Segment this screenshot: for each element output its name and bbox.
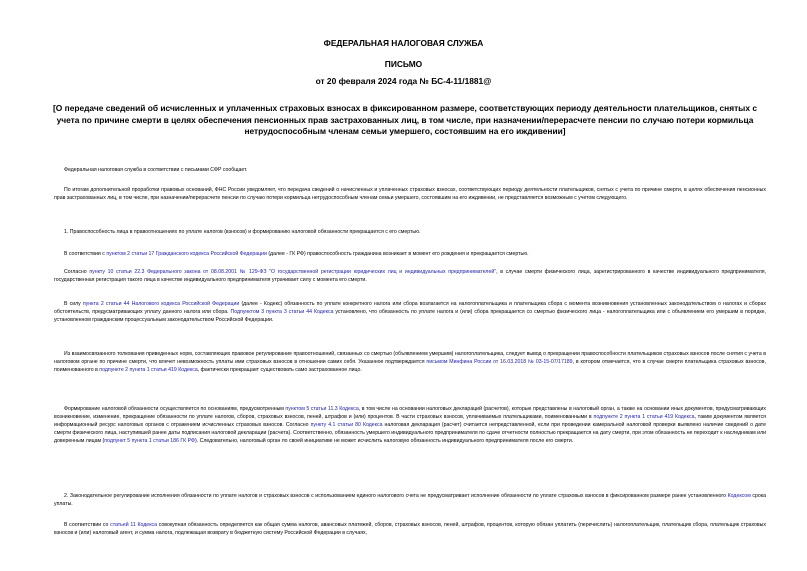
- paragraph-text: 1. Правоспособность лица в правоотношениях по уплате налогов (взносов) и формированию налоговой обязанности прекращается с его смертью.: [64, 229, 421, 235]
- text-run: В соответствии с: [64, 251, 107, 257]
- document-type: ПИСЬМО: [384, 59, 423, 69]
- text-run: , фактически прекращает существовать само застрахованное лицо.: [197, 367, 362, 373]
- paragraph-text: [54, 492, 766, 508]
- law-link[interactable]: подпункте 2 пункта 1 статьи 419 Кодекса: [99, 367, 198, 373]
- text-run: , в котором отмечается, что в случае смерти плательщика страховых взносов, поименованного в: [54, 359, 767, 373]
- paragraph-9: [54, 492, 766, 508]
- law-link[interactable]: пунктом 2 статьи 17 Гражданского кодекса Российской Федерации: [106, 251, 267, 257]
- text-run: В соответствии со: [64, 522, 111, 528]
- text-run: налоговая декларация (расчет) считается непредставленной, если при проведении камеральной налоговой проверки выявлено наличие сведений о дате смерти физического лица, наступившей ранее даты подписания налоговой декларации (расчета). Соответственно, обязанность умершего индивидуального предпринимателя по сдаче отчетности полностью прекращается на дату смерти, при этом обязанность не переходит к наследникам или доверенным лицам (: [54, 422, 766, 444]
- text-run: ). Следовательно, налоговый орган по своей инициативе не может исчислить налоговую обязанность индивидуального предпринимателя после его смерти.: [194, 438, 574, 444]
- paragraph-text: По итогам дополнительной проработки правовых оснований, ФНС России уведомляет, что передача сведений о начисленных и уплаченных страховых взносах, соответствующих периоду деятельности плательщиков, снятых с учета по причине смерти, в целях обеспечения пенсионных прав застрахованных лиц, в том числе, при назначении/перерасчете пенсии по случаю потери кормильца нетрудоспособным членам семьи умершего, состоявшим на его иждивении, не представляется возможным с учетом следующего.: [54, 187, 766, 201]
- text-run: совокупная обязанность определяется как общая сумма налогов, авансовых платежей, сборов, страховых взносов, пеней, штрафов, процентов, которую обязан уплатить (перечислить) налогоплательщик, плательщик сбора, плательщик страховых взносов и (или) налоговый агент, и сумма налога, подлежащая возврату в бюджетную систему Российской Федерации в случаях,: [54, 522, 766, 536]
- paragraph-3: [54, 228, 766, 236]
- text-run: (далее - ГК РФ) правоспособность гражданина возникает в момент его рождения и прекращается смертью.: [266, 251, 529, 257]
- paragraph-text: [54, 405, 766, 445]
- paragraph-1: [54, 166, 766, 174]
- paragraph-text: [54, 350, 766, 374]
- law-link[interactable]: статьей 11 Кодекса: [110, 522, 157, 528]
- paragraph-text: [54, 300, 766, 324]
- law-link[interactable]: Кодексом: [727, 493, 751, 499]
- text-run: срока уплаты.: [54, 493, 766, 507]
- paragraph-text: [54, 268, 766, 284]
- law-link[interactable]: подпункте 2 пункта 1 статьи 419 Кодекса: [593, 414, 695, 420]
- law-link[interactable]: пунктом 5 статьи 11.3 Кодекса: [285, 406, 359, 412]
- text-run: , в случае смерти физического лица, зарегистрированного в качестве индивидуального предпринимателя, государственная регистрация такого лица в качестве индивидуального предпринимателя утрачивает силу с момента его смерти.: [54, 269, 767, 283]
- text-run: (далее - Кодекс) обязанность по уплате конкретного налога или сбора возлагается на налогоплательщика и плательщика сбора с момента возникновения установленных законодательством о налогах и сборах обстоятельств, предусматривающих уплату данного налога или сбора.: [54, 301, 766, 315]
- agency-title: ФЕДЕРАЛЬНАЯ НАЛОГОВАЯ СЛУЖБА: [323, 38, 484, 48]
- paragraph-4: [54, 250, 766, 258]
- paragraph-5: [54, 268, 766, 284]
- text-run: Из взаимосвязанного толкования приведенных норм, составляющих правовое регулирование правоотношений, связанных со смертью (объявлением умершим) налогоплательщика, следует вывод о прекращении правоспособности плательщиков страховых взносов после снятия с учета в налоговом органе по причине смерти, что влечет невозможность уплаты ими страховых взносов в отношении самих себя. Указанное подтверждается: [54, 351, 766, 365]
- text-run: , таким документом является информационный ресурс налоговых органов с отражением исчисленных страховых взносов. Согласно: [54, 414, 766, 428]
- paragraph-7: [54, 350, 766, 374]
- paragraph-10: [54, 521, 766, 537]
- law-link[interactable]: пункту 4.1 статьи 80 Кодекса: [310, 422, 383, 428]
- document-date-number: от 20 февраля 2024 года № БС-4-11/1881@: [315, 76, 492, 86]
- law-link[interactable]: письмом Минфина России от 16.03.2018 № 03-15-07/17189: [426, 359, 573, 365]
- law-link[interactable]: Подпунктом 3 пункта 3 статьи 44 Кодекса: [230, 309, 334, 315]
- paragraph-text: [54, 250, 766, 258]
- paragraph-text: [54, 521, 766, 537]
- paragraph-2: [54, 186, 766, 202]
- law-link[interactable]: подпункт 5 пункта 1 статьи 186 ГК РФ: [104, 438, 195, 444]
- text-run: 2. Законодательное регулирование исполнения обязанности по уплате налогов и страховых взносов с использованием единого налогового счета не предусматривает исполнение обязанности по уплате страховых взносов в фиксированном размере ранее установленного: [64, 493, 728, 499]
- paragraph-6: [54, 300, 766, 324]
- law-link[interactable]: пункта 2 статьи 44 Налогового кодекса Российской Федерации: [82, 301, 240, 307]
- paragraph-8: [54, 405, 766, 445]
- text-run: Формирование налоговой обязанности осуществляется по основаниям, предусмотренным: [64, 406, 286, 412]
- document-subject: [О передаче сведений об исчисленных и уплаченных страховых взносах в фиксированном размере, соответствующих периоду деятельности плательщиков, снятых с учета по причине смерти в целях обеспечения пенсионных прав застрахованных лиц, в том числе, при назначении/перерасчете пенсии по случаю потери кормильца нетрудоспособным членам семьи умершего, состоявшим на его иждивении]: [53, 103, 757, 137]
- text-run: установлено, что обязанность по уплате налога и (или) сбора прекращается со смертью физического лица - налогоплательщика или с объявлением его умершим в порядке, установленном гражданским процессуальным законодательством Российской Федерации.: [54, 309, 767, 323]
- text-run: В силу: [64, 301, 83, 307]
- paragraph-text: Федеральная налоговая служба в соответствии с письмами СФР сообщает.: [64, 167, 248, 173]
- text-run: , в том числе на основании налоговых деклараций (расчетов), которые представлены в налоговый орган, а также на основании иных документов, предусматривающих возникновение, изменение, прекращение обязанности по уплате налогов, сборов, страховых взносов, пеней, штрафов и (или) процентов. В части страховых взносов, уплачиваемых плательщиками, поименованными в: [54, 406, 766, 420]
- text-run: Согласно: [64, 269, 90, 275]
- law-link[interactable]: пункту 10 статьи 22.3 Федерального закона от 08.08.2001 № 129-ФЗ "О государственной регистрации юридических лиц и индивидуальных предпринимателей": [89, 269, 497, 275]
